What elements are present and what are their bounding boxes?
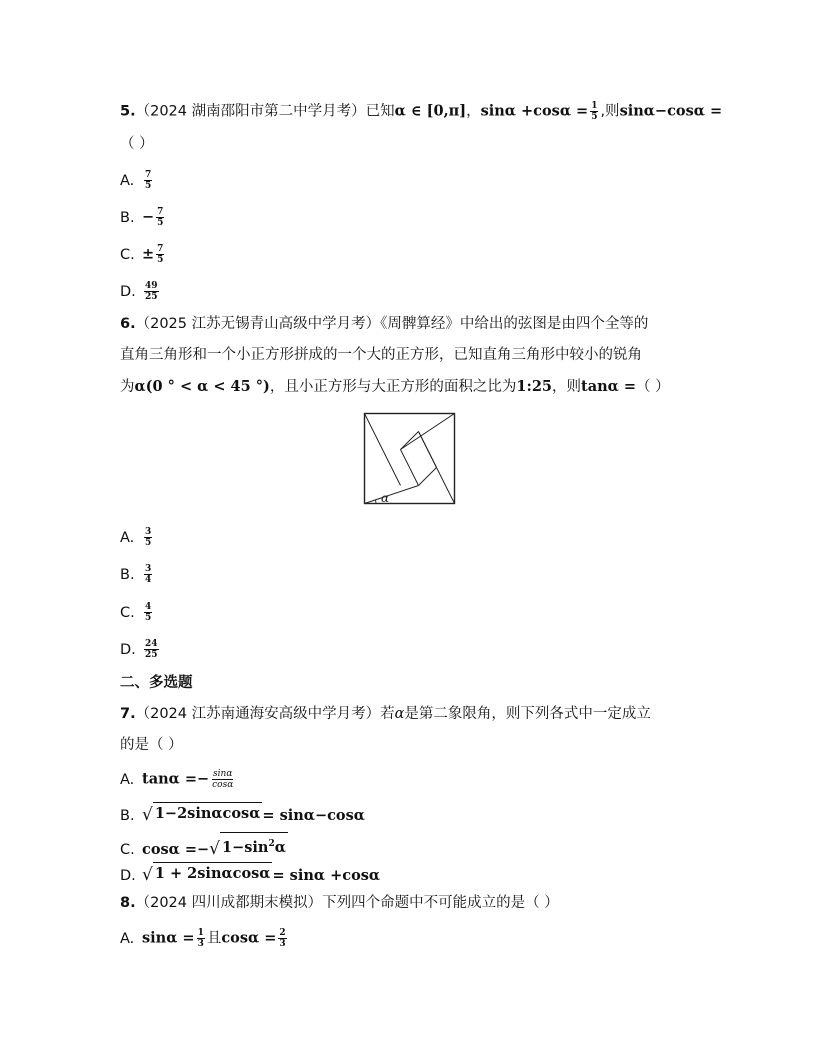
option-letter: D. bbox=[120, 283, 136, 300]
option-letter: B. bbox=[120, 566, 135, 583]
frac-num: 1 bbox=[197, 928, 204, 938]
sqrt-icon: √ bbox=[142, 865, 153, 885]
frac-num: 7 bbox=[157, 207, 164, 217]
q8-stem bbox=[120, 893, 559, 913]
frac-den: 25 bbox=[145, 292, 158, 302]
option-frac bbox=[144, 564, 152, 585]
q5-condition: α ∈ [0,π] bbox=[394, 102, 467, 120]
frac-num: sinα bbox=[213, 769, 233, 779]
sqrt-expression bbox=[209, 832, 288, 858]
q8-text: 下列四个命题中不可能成立的是（ ） bbox=[322, 895, 559, 911]
radicand-end: α bbox=[274, 838, 286, 856]
q5-expr: sinα +cosα = bbox=[480, 102, 589, 120]
side-line bbox=[365, 486, 419, 504]
frac-num: 4 bbox=[145, 602, 152, 612]
frac-den: 5 bbox=[145, 613, 152, 623]
q6-text: ，且小正方形与大正方形的面积之比为 bbox=[269, 379, 517, 395]
q7-stem-line2: 的是（ ） bbox=[120, 737, 183, 753]
q6-paren: （ ） bbox=[636, 379, 670, 395]
frac-den: 3 bbox=[197, 939, 204, 949]
inner-square-edge bbox=[419, 432, 437, 468]
option-frac bbox=[144, 602, 152, 623]
q6-option-a[interactable] bbox=[120, 527, 154, 548]
option-letter: C. bbox=[120, 841, 135, 858]
q5-frac-den: 5 bbox=[591, 112, 598, 122]
q5-text: 已知 bbox=[365, 103, 395, 120]
frac-num: 2 bbox=[279, 928, 286, 938]
option-lhs: cosα =− bbox=[142, 840, 210, 858]
q7-text: 是第二象限角，则下列各式中一定成立 bbox=[404, 706, 651, 722]
option-letter: C. bbox=[120, 604, 135, 621]
sqrt-icon: √ bbox=[142, 805, 153, 825]
frac-num: 3 bbox=[145, 527, 152, 537]
side-line bbox=[401, 414, 455, 450]
q7-option-b[interactable] bbox=[120, 802, 365, 826]
q5-number: 5. bbox=[120, 103, 136, 120]
outer-square bbox=[365, 414, 455, 504]
frac-num: 49 bbox=[145, 281, 158, 291]
q6-stem-line1 bbox=[120, 314, 648, 334]
option-letter: A. bbox=[120, 930, 135, 947]
q7-stem-line1 bbox=[120, 704, 651, 724]
q6-option-b[interactable] bbox=[120, 564, 154, 585]
frac-num: 7 bbox=[157, 244, 164, 254]
q8-number: 8. bbox=[120, 895, 136, 911]
side-line bbox=[365, 414, 401, 486]
q6-text: 为 bbox=[120, 379, 135, 395]
frac-den: cosα bbox=[212, 780, 234, 790]
radicand bbox=[220, 832, 288, 858]
q6-number: 6. bbox=[120, 316, 136, 332]
exponent: 2 bbox=[268, 839, 275, 849]
q6-source: （2025 江苏无锡青山高级中学月考） bbox=[135, 316, 381, 332]
inner-square-edge bbox=[401, 432, 419, 450]
option-letter: C. bbox=[120, 246, 135, 263]
option-lhs: sinα = bbox=[142, 929, 195, 947]
q7-alpha: α bbox=[394, 706, 405, 722]
q5-option-d[interactable] bbox=[120, 281, 161, 302]
q6-text: 《周髀算经》中给出的弦图是由四个全等的 bbox=[380, 316, 649, 332]
inner-square-edge bbox=[419, 468, 437, 486]
q6-option-c[interactable] bbox=[120, 602, 154, 623]
q8-option-a[interactable] bbox=[120, 928, 289, 949]
frac-num: 24 bbox=[145, 639, 158, 649]
q6-option-d[interactable] bbox=[120, 639, 161, 660]
frac-den: 3 bbox=[279, 939, 286, 949]
q6-text: ，则 bbox=[552, 379, 582, 395]
option-frac bbox=[144, 639, 159, 660]
option-prefix: − bbox=[142, 208, 155, 226]
option-frac bbox=[211, 769, 234, 790]
q7-source: （2024 江苏南通海安高级中学月考） bbox=[135, 706, 381, 722]
q6-ratio: 1:25 bbox=[516, 378, 553, 395]
sqrt-icon: √ bbox=[209, 838, 221, 859]
radicand: 1−2sinαcosα bbox=[153, 802, 263, 824]
frac-den: 5 bbox=[145, 181, 152, 191]
q5-stem-line1 bbox=[120, 101, 722, 122]
q6-ask: tanα = bbox=[581, 378, 637, 395]
option-letter: B. bbox=[120, 209, 135, 226]
q7-text: 若 bbox=[380, 706, 395, 722]
q7-option-c[interactable] bbox=[120, 832, 288, 860]
q5-frac-num: 1 bbox=[591, 101, 598, 111]
option-frac bbox=[278, 928, 286, 949]
q6-stem-line2: 直角三角形和一个小正方形拼成的一个大的正方形，已知直角三角形中较小的锐角 bbox=[120, 347, 642, 363]
q5-source: （2024 湖南邵阳市第二中学月考） bbox=[135, 103, 366, 120]
option-frac bbox=[144, 281, 159, 302]
q5-option-b[interactable] bbox=[120, 207, 166, 228]
q6-condition: α(0 ° < α < 45 °) bbox=[134, 378, 270, 395]
q5-comma: ， bbox=[466, 103, 481, 120]
frac-den: 4 bbox=[145, 575, 152, 585]
option-conjunction: 且 bbox=[206, 930, 222, 947]
radicand: 1 + 2sinαcosα bbox=[153, 862, 273, 884]
option-frac bbox=[144, 527, 152, 548]
sqrt-expression bbox=[142, 802, 262, 824]
q5-option-c[interactable] bbox=[120, 244, 166, 265]
frac-den: 5 bbox=[157, 218, 164, 228]
option-letter: A. bbox=[120, 172, 135, 189]
q5-frac bbox=[590, 101, 598, 122]
option-frac bbox=[156, 207, 164, 228]
frac-den: 25 bbox=[145, 650, 158, 660]
q7-number: 7. bbox=[120, 706, 136, 722]
option-lhs: tanα =− bbox=[142, 770, 210, 788]
frac-den: 5 bbox=[145, 538, 152, 548]
option-letter: B. bbox=[120, 808, 135, 824]
option-mid: cosα = bbox=[221, 929, 277, 947]
q6-stem-line3 bbox=[120, 377, 670, 397]
option-letter: D. bbox=[120, 641, 136, 658]
q5-ask: sinα−cosα = bbox=[619, 102, 723, 120]
q7-option-a[interactable] bbox=[120, 769, 236, 790]
frac-num: 3 bbox=[145, 564, 152, 574]
option-letter: A. bbox=[120, 771, 135, 788]
inner-square-edge bbox=[401, 450, 419, 486]
sqrt-expression bbox=[142, 862, 272, 884]
q5-paren: （ ） bbox=[120, 136, 154, 152]
xian-figure bbox=[363, 412, 456, 505]
q8-source: （2024 四川成都期末模拟） bbox=[135, 895, 323, 911]
radicand-text: 1−sin bbox=[222, 838, 269, 856]
option-rhs: = sinα−cosα bbox=[262, 807, 365, 824]
option-rhs: = sinα +cosα bbox=[272, 867, 381, 884]
option-letter: D. bbox=[120, 868, 136, 884]
option-frac bbox=[156, 244, 164, 265]
option-letter: A. bbox=[120, 529, 135, 546]
frac-num: 7 bbox=[145, 170, 152, 180]
frac-den: 5 bbox=[157, 255, 164, 265]
option-frac bbox=[197, 928, 205, 949]
q7-option-d[interactable] bbox=[120, 862, 380, 886]
alpha-label: α bbox=[381, 491, 390, 505]
q5-option-a[interactable] bbox=[120, 170, 154, 191]
option-prefix: ± bbox=[142, 245, 155, 263]
section-title: 二、多选题 bbox=[120, 675, 193, 691]
q5-then: ,则 bbox=[600, 103, 620, 120]
option-frac bbox=[144, 170, 152, 191]
